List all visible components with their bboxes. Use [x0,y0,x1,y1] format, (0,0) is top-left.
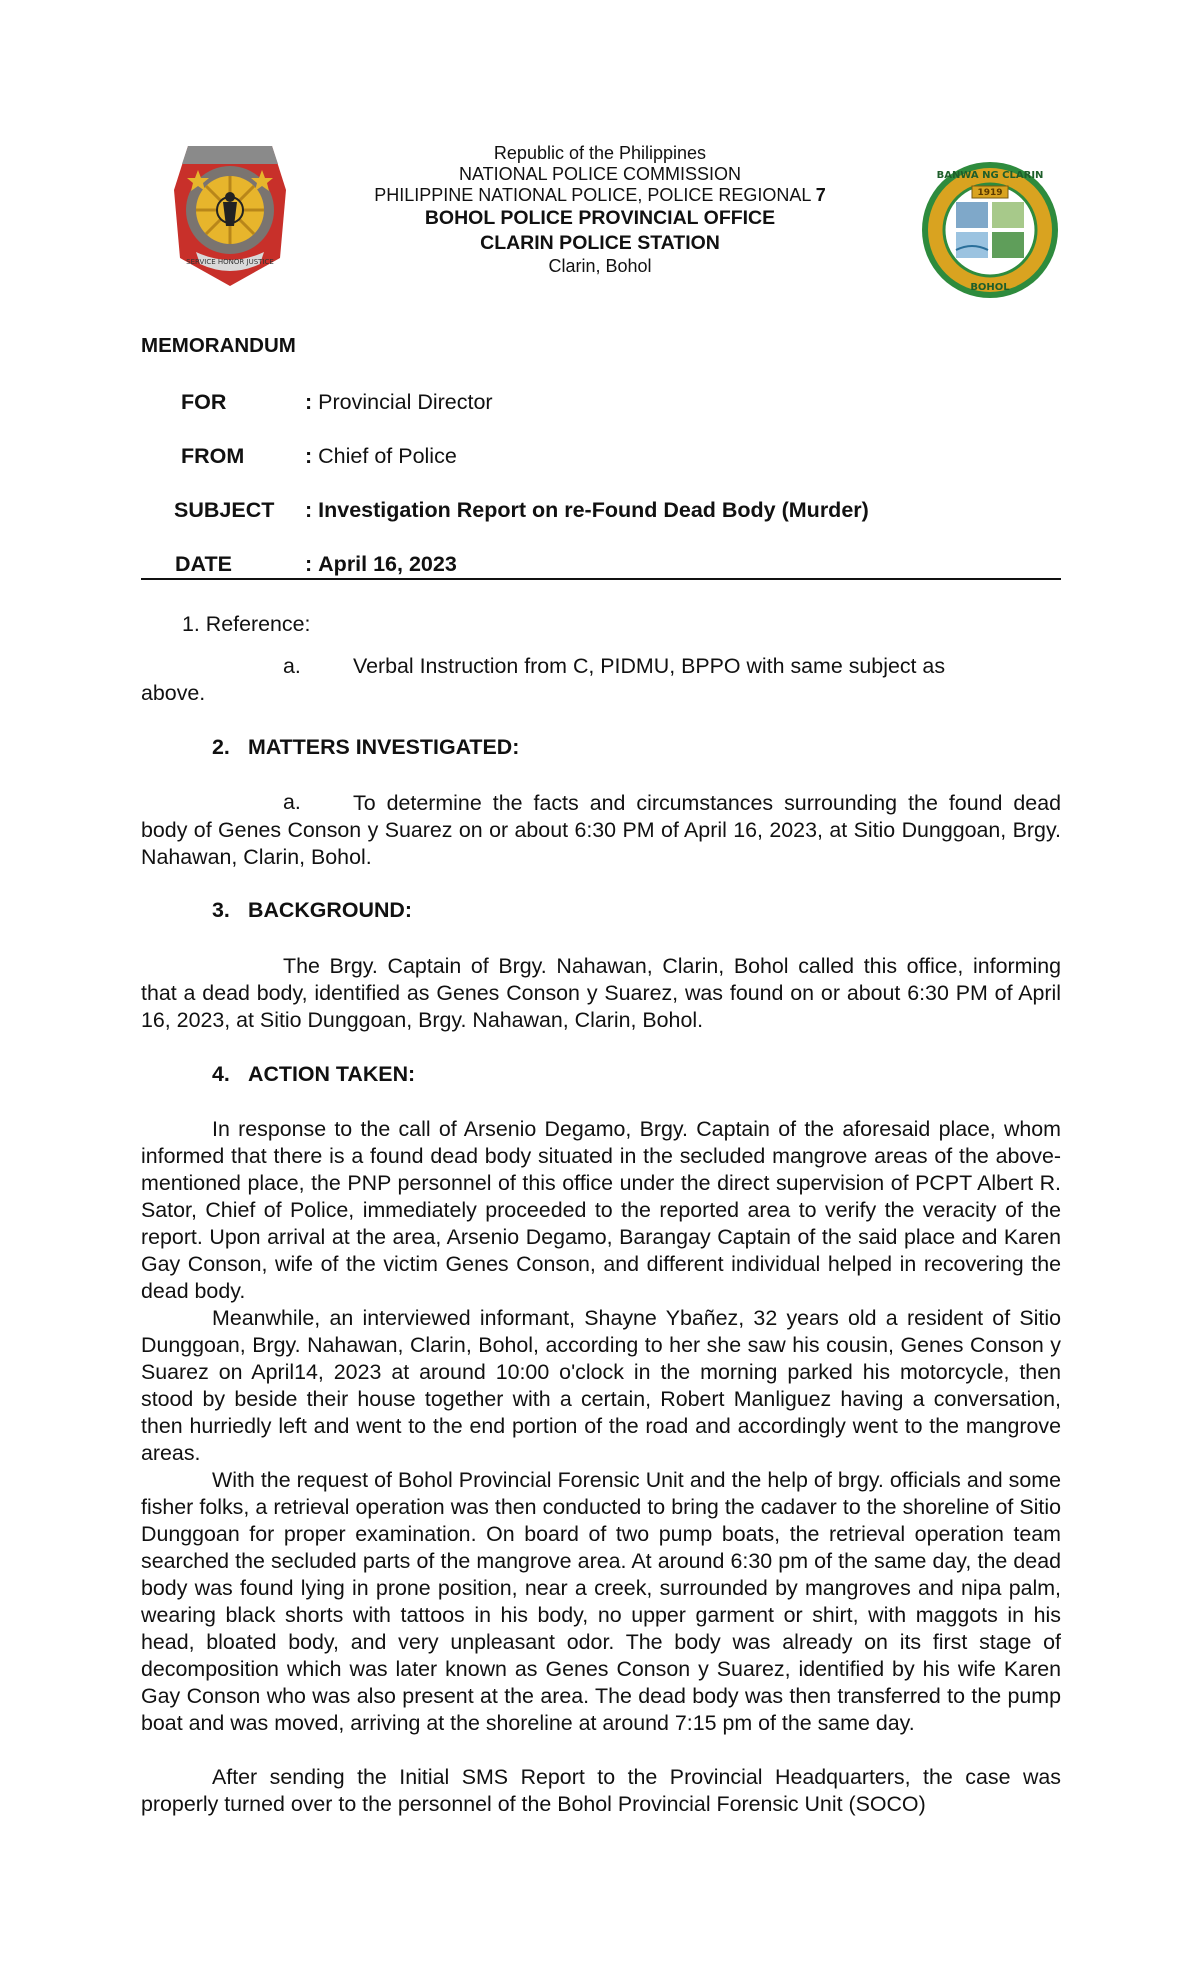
header-divider [141,578,1061,580]
memo-from-label: FROM [181,444,245,468]
action-paragraph-2: Meanwhile, an interviewed informant, Shayne Ybañez, 32 years old a resident of Sitio Dunggoan, Brgy. Nahawan, Clarin, Bohol, according to her she saw his cousin, Genes Conson y Suarez on April14, 2023 at around 10:00 o'clock in the morning parked his motorcycle, then stood by beside their house together with a certain, Robert Manliguez having a conversation, then hurriedly left and went to the end portion of the road and accordingly went to the mangrove areas. [141,1306,1061,1465]
reference-a-continuation: above. [141,681,206,705]
letterhead-location: Clarin, Bohol [548,256,652,276]
reference-a-marker: a. [283,654,301,678]
memo-for-label: FOR [181,390,227,414]
matters-a-marker: a. [283,790,301,814]
memo-subject-value: : Investigation Report on re-Found Dead Body (Murder) [305,498,869,522]
action-paragraph-1: In response to the call of Arsenio Degamo, Brgy. Captain of the aforesaid place, whom informed that there is a found dead body situated in the secluded mangrove areas of the above-mentioned place, the PNP personnel of this office under the direct supervision of PCPT Albert R. Sator, Chief of Police, immediately proceeded to the reported area to verify the veracity of the report. Upon arrival at the area, Arsenio Degamo, Barangay Captain of the said place and Karen Gay Conson, wife of the victim Genes Conson, and different individual helped in recovering the dead body. [141,1117,1061,1303]
memo-title: MEMORANDUM [141,334,296,357]
seal-year: 1919 [977,188,1003,198]
letterhead [300,143,900,277]
pnp-seal-motto: SERVICE HONOR JUSTICE [186,258,274,266]
matters-heading: MATTERS INVESTIGATED: [248,735,520,759]
memo-from-value: : Chief of Police [305,444,457,468]
memo-for-value: : Provincial Director [305,390,493,414]
letterhead-napolcom: NATIONAL POLICE COMMISSION [458,164,742,184]
pnp-seal-icon [168,140,292,290]
reference-a-text: Verbal Instruction from C, PIDMU, BPPO with same subject as [353,654,946,678]
memo-subject-label: SUBJECT [174,498,275,522]
action-paragraph-4: After sending the Initial SMS Report to the Provincial Headquarters, the case was properly turned over to the personnel of the Bohol Provincial Forensic Unit (SOCO) [141,1765,1061,1816]
action-paragraph-3: With the request of Bohol Provincial Forensic Unit and the help of brgy. officials and some fisher folks, a retrieval operation was then conducted to bring the cadaver to the shoreline of Sitio Dunggoan for proper examination. On board of two pump boats, the retrieval operation team searched the secluded parts of the mangrove area. At around 6:30 pm of the same day, the dead body was found lying in prone position, near a creek, surrounded by mangroves and nipa palm, wearing black shorts with tattoos in his body, no upper garment or shirt, with maggots in his head, bloated body, and very unpleasant odor. The body was already on its first stage of decomposition which was later known as Genes Conson y Suarez, identified by his wife Karen Gay Conson who was also present at the area. The dead body was then transferred to the pump boat and was moved, arriving at the shoreline at around 7:15 pm of the same day. [141,1468,1061,1735]
seal-top-text: BANWA NG CLARIN [936,170,1044,181]
memo-date-label: DATE [175,552,232,576]
memo-date-value: : April 16, 2023 [305,552,457,576]
background-number: 3. [212,898,230,922]
action-heading: ACTION TAKEN: [248,1062,416,1086]
letterhead-pnp: PHILIPPINE NATIONAL POLICE, POLICE REGIONAL 7 [374,185,826,205]
background-heading: BACKGROUND: [248,898,412,922]
action-number: 4. [212,1062,230,1086]
reference-heading: 1. Reference: [182,612,311,636]
background-text: The Brgy. Captain of Brgy. Nahawan, Clarin, Bohol called this office, informing that a dead body, identified as Genes Conson y Suarez, was found on or about 6:30 PM of April 16, 2023, at Sitio Dunggoan, Brgy. Nahawan, Clarin, Bohol. [141,954,1061,1032]
seal-bottom-text: BOHOL [970,282,1010,293]
letterhead-station: CLARIN POLICE STATION [480,232,720,254]
matters-number: 2. [212,735,230,759]
matters-a-text: To determine the facts and circumstances surrounding the found dead body of Genes Conson y Suarez on or about 6:30 PM of April 16, 2023, at Sitio Dunggoan, Brgy. Nahawan, Clarin, Bohol. [141,791,1061,869]
clarin-municipal-seal-icon [920,160,1060,300]
letterhead-provincial-office: BOHOL POLICE PROVINCIAL OFFICE [424,207,776,229]
letterhead-republic: Republic of the Philippines [493,143,707,163]
